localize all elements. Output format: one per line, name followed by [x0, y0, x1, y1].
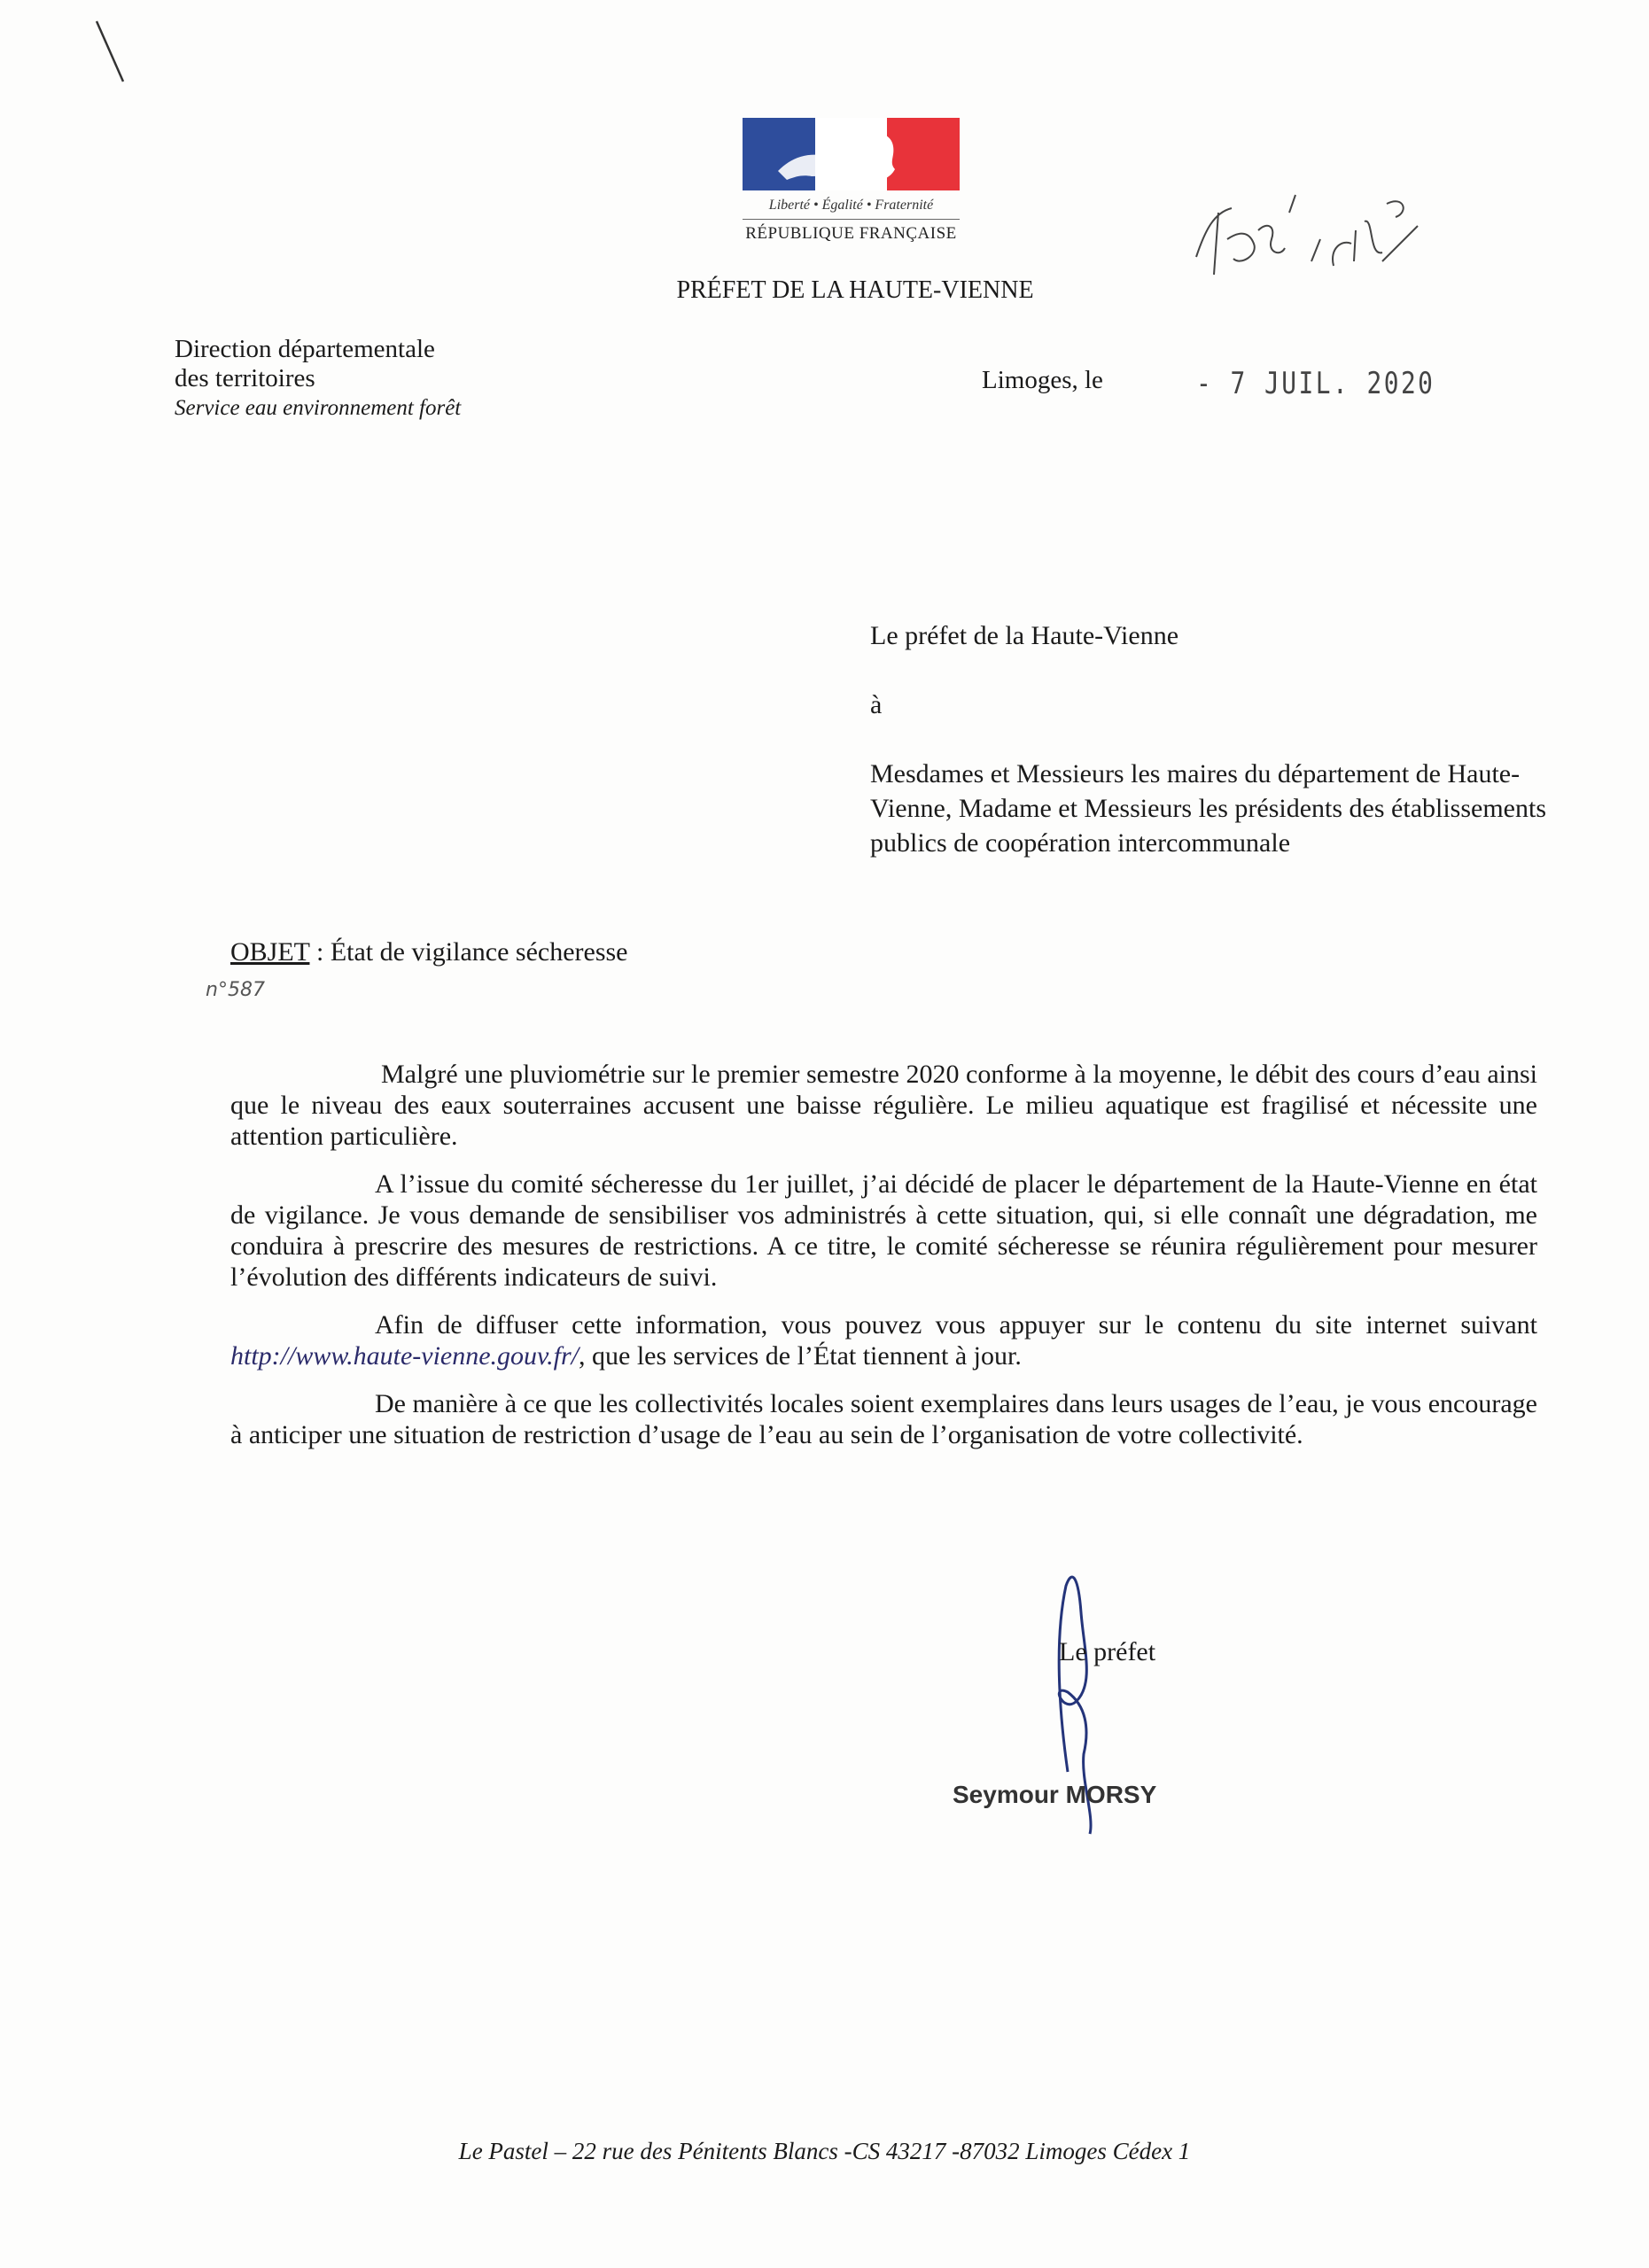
paragraph-3-text-start: Afin de diffuser cette information, vous pouvez vous appuyer sur le contenu du site internet suivant: [375, 1310, 1537, 1340]
subject-text: État de vigilance sécheresse: [330, 937, 628, 967]
website-link[interactable]: http://www.haute-vienne.gouv.fr/: [230, 1341, 579, 1371]
republic-name: RÉPUBLIQUE FRANÇAISE: [745, 224, 957, 243]
subject-line: [230, 937, 627, 967]
sender-line: Le préfet de la Haute-Vienne: [870, 621, 1179, 650]
direction-line-2: des territoires: [175, 364, 315, 392]
date-stamp: - 7 JUIL. 2020: [1196, 366, 1435, 401]
republic-motto: Liberté • Égalité • Fraternité: [768, 198, 934, 213]
sender-service: [175, 335, 461, 423]
recipients: Mesdames et Messieurs les maires du département de Haute-Vienne, Madame et Messieurs les présidents des établissements publics de coopération intercommunale: [870, 759, 1547, 858]
marianne-logo: [743, 118, 964, 251]
handwritten-annotation: [1178, 177, 1444, 301]
service-name: Service eau environnement forêt: [175, 396, 462, 420]
paragraph-1: Malgré une pluviométrie sur le premier semestre 2020 conforme à la moyenne, le débit des cours d’eau ainsi que le niveau des eaux souterraines accusent une baisse régulière. Le milieu aquatique est fragilisé et nécessite une attention particulière.: [230, 1060, 1537, 1151]
letter-body: [230, 1059, 1537, 1467]
paragraph-3: [230, 1309, 1537, 1371]
divider: [743, 219, 960, 220]
to-word: à: [870, 690, 883, 719]
paragraph-4: De manière à ce que les collectivités locales soient exemplaires dans leurs usages de l’eau, je vous encourage à anticiper une situation de restriction d’usage de l’eau au sein de l’organisation de votre collectivité.: [230, 1389, 1537, 1449]
date-place: Limoges, le: [982, 366, 1103, 394]
signatory-name: Seymour MORSY: [953, 1781, 1157, 1808]
signatory-title: Le préfet: [1059, 1637, 1156, 1666]
footer-address: Le Pastel – 22 rue des Pénitents Blancs -CS 43217 -87032 Limoges Cédex 1: [458, 2138, 1191, 2164]
handwritten-number: n°587: [206, 979, 265, 1001]
tricolor-flag: [743, 118, 960, 190]
subject-label: OBJET: [230, 937, 310, 967]
marianne-profile-icon: [743, 118, 960, 190]
prefecture-title: PRÉFET DE LA HAUTE-VIENNE: [676, 276, 1034, 304]
addressee-block: [870, 618, 1561, 860]
direction-line-1: Direction départementale: [175, 335, 435, 363]
pen-mark: [93, 18, 128, 89]
subject-separator: :: [309, 937, 331, 967]
paragraph-3-text-end: , que les services de l’État tiennent à jour.: [579, 1341, 1022, 1371]
paragraph-2: A l’issue du comité sécheresse du 1er juillet, j’ai décidé de placer le département de la Haute-Vienne en état de vigilance. Je vous demande de sensibiliser vos administrés à cette situation, qui, si elle connaît une dégradation, me conduira à prescrire des mesures de restrictions. A ce titre, le comité sécheresse se réunira régulièrement pour mesurer l’évolution des différents indicateurs de suivi.: [230, 1169, 1537, 1292]
